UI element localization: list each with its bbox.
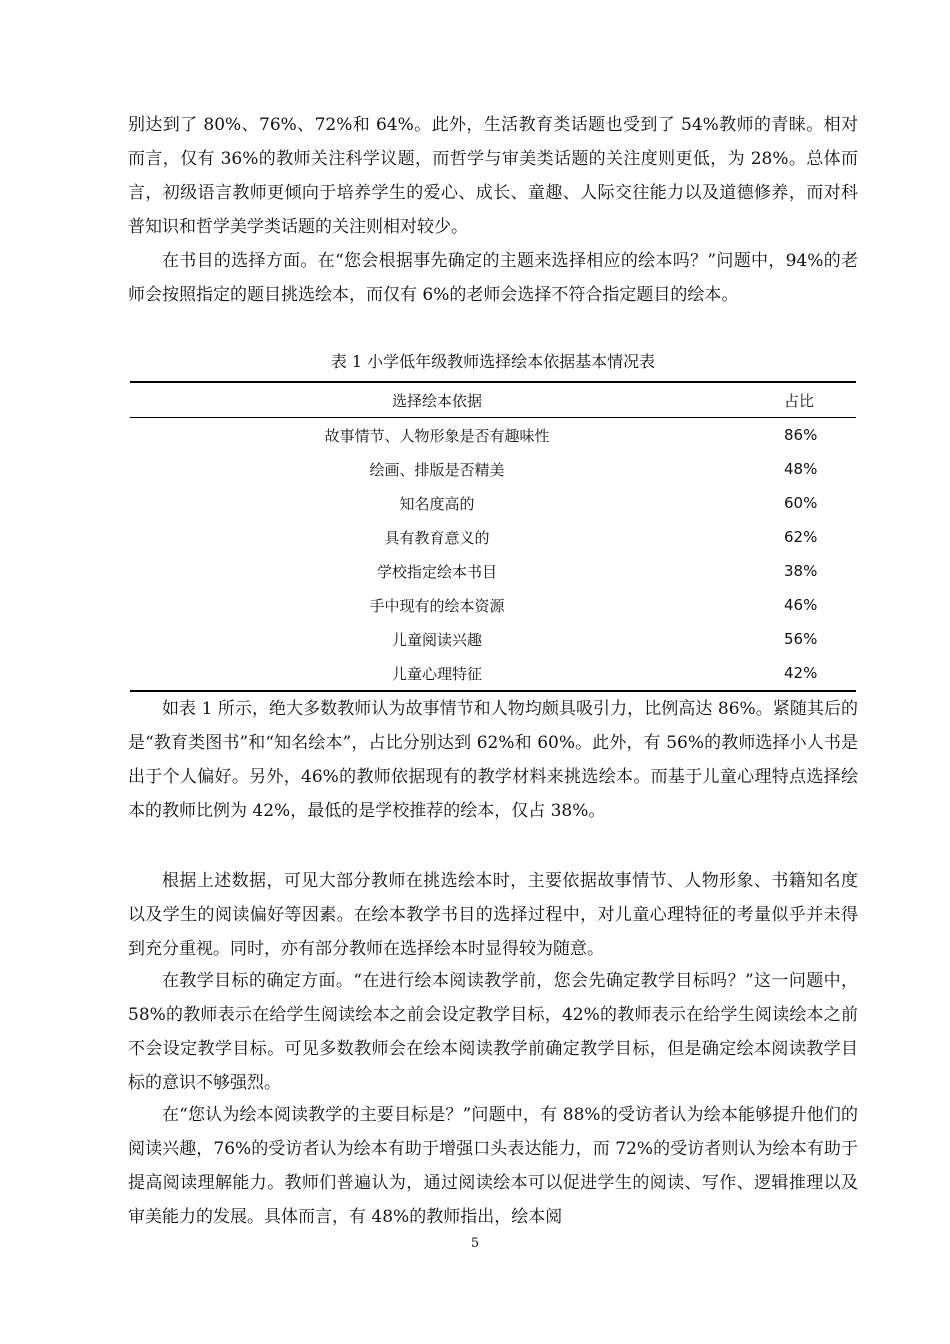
table-row [130,656,856,691]
cell-ratio: 46% [784,596,818,614]
cell-ratio: 56% [784,630,818,648]
cell-basis: 学校指定绘本书目 [376,562,497,581]
cell-ratio: 38% [784,562,818,580]
paragraph-2: 在书目的选择方面。在“您会根据事先确定的主题来选择相应的绘本吗？”问题中，94%的老师会按照指定的题目挑选绘本，而仅有 6%的老师会选择不符合指定题目的绘本。 [128,251,858,305]
cell-ratio: 60% [784,494,818,512]
cell-basis: 绘画、排版是否精美 [369,460,505,479]
table-row [130,554,856,588]
paragraph-5: 在教学目标的确定方面。“在进行绘本阅读教学前，您会先确定教学目标吗？”这一问题中，58%的教师表示在给学生阅读绘本之前会设定教学目标，42%的教师表示在给学生阅读绘本之前不会设定教学目标。可见多数教师会在绘本阅读教学前确定教学目标，但是确定绘本阅读教学目标的意识不够强烈。 [128,971,858,1093]
header-ratio: 占比 [744,382,856,418]
table-header-row [130,382,856,418]
data-table [130,381,856,692]
cell-basis: 儿童阅读兴趣 [391,630,482,649]
cell-basis: 故事情节、人物形象是否有趣味性 [324,426,550,445]
table-row [130,622,856,656]
cell-basis: 知名度高的 [399,494,475,513]
cell-ratio: 48% [784,460,818,478]
table-row [130,418,856,453]
header-basis: 选择绘本依据 [130,382,744,418]
cell-basis: 手中现有的绘本资源 [369,596,505,615]
paragraph-1: 别达到了 80%、76%、72%和 64%。此外，生活教育类话题也受到了 54%教师的青睐。相对而言，仅有 36%的教师关注科学议题，而哲学与审美类话题的关注度则更低，为 28%。总体而言，初级语言教师更倾向于培养学生的爱心、成长、童趣、人际交往能力以及道德修养，而对科普知识和哲学美学类话题的关注则相对较少。 [128,115,858,237]
table-caption: 表 1 小学低年级教师选择绘本依据基本情况表 [330,352,656,371]
page-number: 5 [470,1236,480,1251]
table-row [130,486,856,520]
paragraph-4: 根据上述数据，可见大部分教师在挑选绘本时，主要依据故事情节、人物形象、书籍知名度以及学生的阅读偏好等因素。在绘本教学书目的选择过程中，对儿童心理特征的考量似乎并未得到充分重视。同时，亦有部分教师在选择绘本时显得较为随意。 [128,871,858,959]
table-row [130,520,856,554]
paragraph-6: 在“您认为绘本阅读教学的主要目标是？”问题中，有 88%的受访者认为绘本能够提升他们的阅读兴趣，76%的受访者认为绘本有助于增强口头表达能力，而 72%的受访者则认为绘本有助于提高阅读理解能力。教师们普遍认为，通过阅读绘本可以促进学生的阅读、写作、逻辑推理以及审美能力的发展。具体而言，有 48%的教师指出，绘本阅 [128,1105,858,1227]
cell-ratio: 86% [784,426,818,444]
cell-ratio: 62% [784,528,818,546]
cell-basis: 具有教育意义的 [384,528,490,547]
table-row [130,452,856,486]
table-1 [130,381,856,692]
paragraph-3: 如表 1 所示，绝大多数教师认为故事情节和人物均颇具吸引力，比例高达 86%。紧随其后的是“教育类图书”和“知名绘本”，占比分别达到 62%和 60%。此外，有 56%的教师选择小人书是出于个人偏好。另外，46%的教师依据现有的教学材料来挑选绘本。而基于儿童心理特点选择绘本的教师比例为 42%，最低的是学校推荐的绘本，仅占 38%。 [128,699,858,821]
cell-ratio: 42% [784,664,818,682]
table-row [130,588,856,622]
cell-basis: 儿童心理特征 [391,664,482,683]
